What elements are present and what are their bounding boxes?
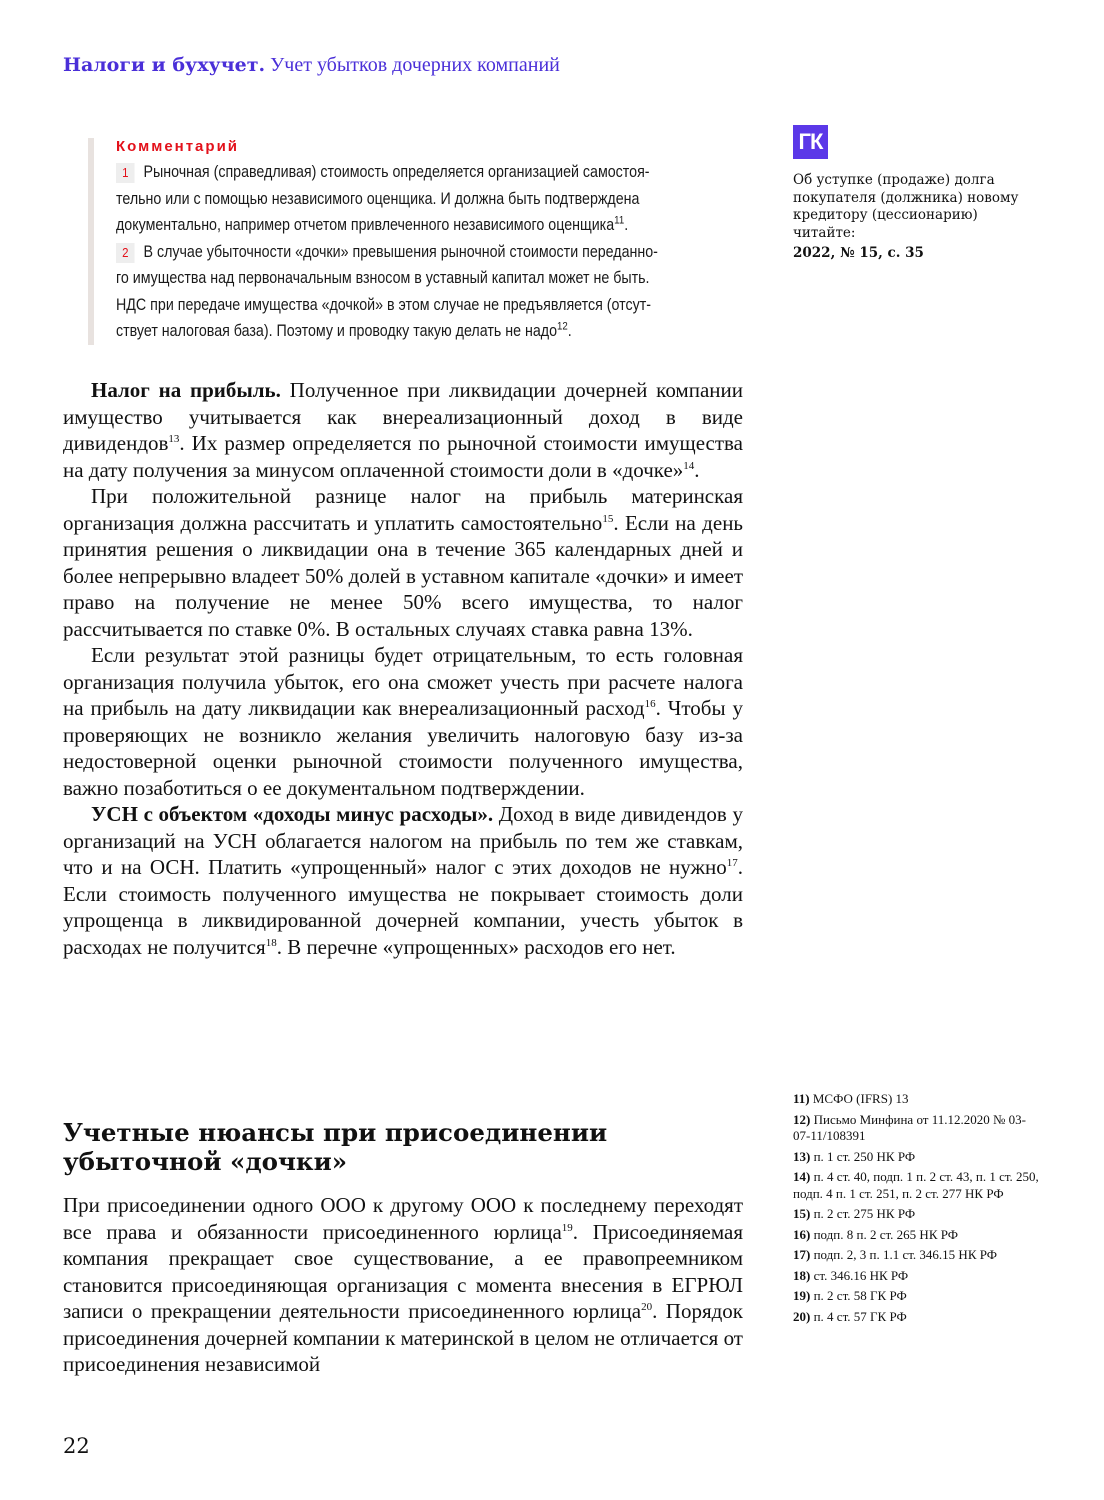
running-head-title: Учет убытков дочерних компаний	[270, 54, 560, 76]
footnote-item: 16) подп. 8 п. 2 ст. 265 НК РФ	[793, 1226, 959, 1242]
paragraph-negative-difference: Если результат этой разницы будет отрицательным, то есть головная организация получила убыток, его она сможет учесть при расчете налога на прибыль на дату ликвидации как внереализационный расход$^{16}$. Чтобы у проверяющих не возникло желания увеличить налоговую базу из-за недостоверной оценки рыночной стоимости полученного имущества, важно позаботиться о ее документальном подтверждении.	[63, 643, 743, 800]
footnote-item: 20) п. 4 ст. 57 ГК РФ	[793, 1308, 907, 1324]
footnote-item: 12) Письмо Минфина от 11.12.2020 № 03-07-11/108391	[793, 1111, 1026, 1143]
paragraph-positive-difference: При положительной разнице налог на прибыль материнская организация должна рассчитать и уплатить самостоятельно$^{15}$. Если на день принятия решения о ликвидации она в течение 365 календарных дней и более непрерывно владеет 50% долей в уставном капитале «дочки» и имеет право на получение не менее 50% всего имущества, то налог рассчитывается по ставке 0%. В остальных случаях ставка равна 13%.	[63, 484, 744, 641]
footnote-item: 17) подп. 2, 3 п. 1.1 ст. 346.15 НК РФ	[793, 1247, 998, 1262]
article-body	[63, 377, 743, 960]
footnote-item: 15) п. 2 ст. 275 НК РФ	[793, 1206, 916, 1221]
footnote-ref[interactable]: 16	[644, 698, 656, 710]
footnote-ref[interactable]: 11	[614, 214, 625, 227]
footnote-ref[interactable]: 15	[602, 512, 614, 525]
article-body-continued	[63, 1192, 743, 1378]
footnotes-list	[793, 1091, 1043, 1329]
footnote-ref[interactable]: 14	[683, 459, 695, 472]
footnote-item: 18) ст. 346.16 НК РФ	[793, 1267, 909, 1283]
section-heading: Учетные нюансы при присоединении убыточной «дочки»	[63, 1118, 608, 1176]
page-number: 22	[63, 1434, 90, 1458]
paragraph-lead: УСН с объектом «доходы минус расходы».	[91, 802, 494, 826]
comment-item-1: 1 Рыночная (справедливая) стоимость определяется организацией самостоя- тельно или с помощью независимого оценщика. И должна быть подтверждена документально, например отчетом привлеченного независимого оценщика$^{11}$.	[116, 163, 650, 234]
footnote-item: 11) МСФО (IFRS) 13	[793, 1091, 909, 1106]
footnote-item: 14) п. 4 ст. 40, подп. 1 п. 2 ст. 43, п. 1 ст. 250, подп. 4 п. 1 ст. 251, п. 2 ст. 277 НК РФ	[793, 1169, 1039, 1201]
comment-title: Комментарий	[116, 138, 240, 155]
comment-box	[88, 138, 776, 345]
footnote-item: 13) п. 1 ст. 250 НК РФ	[793, 1148, 916, 1164]
paragraph-lead: Налог на прибыль.	[91, 378, 281, 402]
paragraph-usn: УСН с объектом «доходы минус расходы». Доход в виде дивидендов у организаций на УСН облагается налогом на прибыль по тем же ставкам, что и на ОСН. Платить «упрощенный» налог с этих доходов не нужно$^{17}$. Если стоимость полученного имущества не покрывает стоимость доли упрощенца в ликвидированной дочерней компании, учесть убыток в расходах не получится$^{18}$. В перечне «упрощенных» расходов его нет.	[63, 802, 743, 959]
see-also-text: Об уступке (продаже) долга покупателя (должника) новому кредитору (цессионарию) читайте:	[793, 172, 1019, 241]
footnote-ref[interactable]: 13	[168, 433, 180, 445]
gk-logo-icon: ГК	[793, 125, 828, 159]
footnote-ref[interactable]: 12	[557, 320, 568, 333]
comment-number-badge: 1	[116, 163, 135, 183]
footnote-ref[interactable]: 17	[726, 857, 738, 869]
comment-number-badge: 2	[116, 243, 135, 263]
see-also-reference[interactable]: 2022, № 15, с. 35	[793, 245, 924, 261]
see-also-note	[793, 172, 1043, 263]
paragraph-merger: При присоединении одного ООО к другому ООО к последнему переходят все права и обязанности присоединенного юрлица$^{19}$. Присоединяемая компания прекращает свое существование, а ее правопреемником становится присоединяющая организация с момента внесения в ЕГРЮЛ записи о прекращении деятельности присоединенного юрлица$^{20}$. Порядок присоединения дочерней компании к материнской в целом не отличается от присоединения независимой	[63, 1193, 743, 1376]
footnote-ref[interactable]: 20	[641, 1301, 653, 1313]
comment-item-2: 2 В случае убыточности «дочки» превышения рыночной стоимости переданно- го имущества над первоначальным взносом в уставный капитал может не быть. НДС при передаче имущества «дочкой» в этом случае не предъявляется (отсут- ствует налоговая база). Поэтому и проводку такую делать не надо$^{12}$.	[116, 242, 658, 340]
footnote-item: 19) п. 2 ст. 58 ГК РФ	[793, 1288, 907, 1303]
running-head	[63, 54, 560, 77]
footnote-ref[interactable]: 19	[561, 1221, 573, 1234]
paragraph-profit-tax: Налог на прибыль. Полученное при ликвидации дочерней компании имущество учитывается как внереализационный доход в виде дивидендов$^{13}$. Их размер определяется по рыночной стоимости имущества на дату получения за минусом оплаченной стоимости доли в «дочке»$^{14}$.	[63, 378, 743, 482]
running-head-section: Налоги и бухучет.	[63, 54, 266, 76]
footnote-ref[interactable]: 18	[265, 936, 277, 949]
